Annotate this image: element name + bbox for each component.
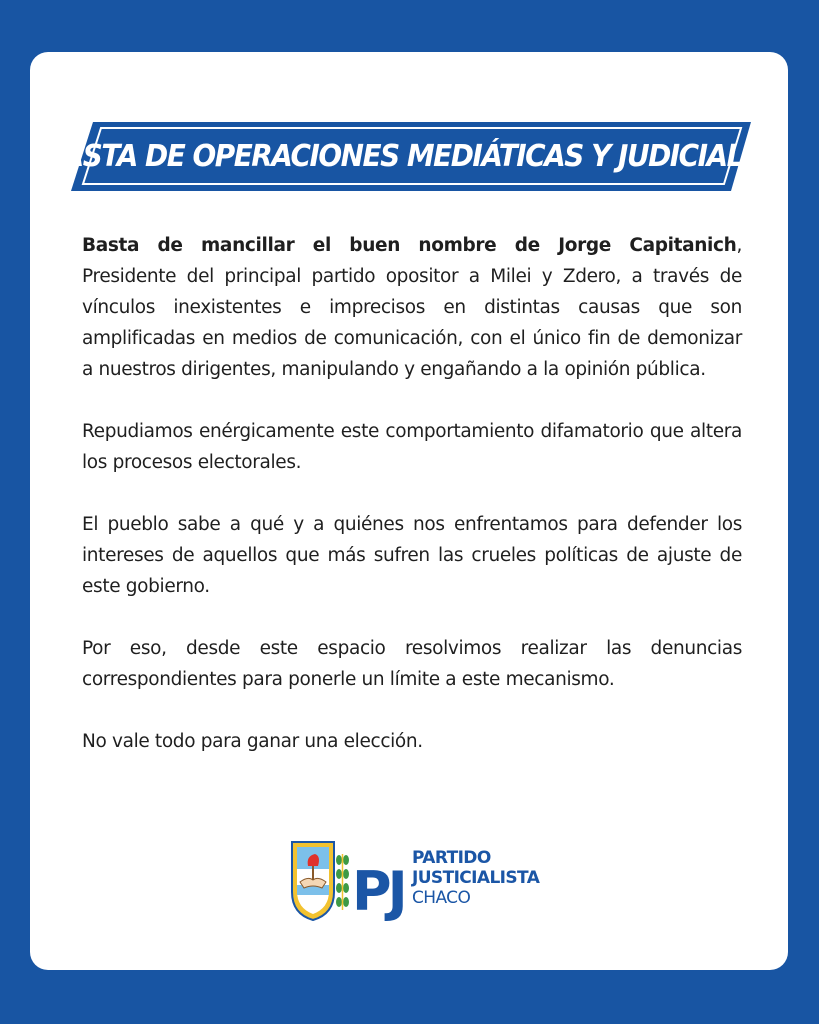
paragraph-2: Repudiamos enérgicamente este comportamiento difamatorio que altera los procesos electorales. <box>82 421 742 473</box>
paragraph-3: El pueblo sabe a qué y a quiénes nos enfrentamos para defender los intereses de aquellos que más sufren las crueles políticas de ajuste de este gobierno. <box>82 514 742 597</box>
title-banner <box>42 120 780 192</box>
pj-chaco-logo <box>286 836 546 922</box>
party-name-line-3: CHACO <box>412 888 471 908</box>
statement-body <box>82 230 742 788</box>
banner-title: BASTA DE OPERACIONES MEDIÁTICAS Y JUDICIALES <box>42 138 780 174</box>
party-name <box>412 848 539 908</box>
party-name-line-2: JUSTICIALISTA <box>412 868 540 888</box>
paragraph-5: No vale todo para ganar una elección. <box>82 731 423 752</box>
pj-shield-emblem-icon <box>286 836 406 922</box>
paragraph-1-rest: , Presidente del principal partido opositor a Milei y Zdero, a través de vínculos inexistentes e imprecisos en distintas causas que son amplificadas en medios de comunicación, con el único fin de demonizar a nuestros dirigentes, manipulando y engañando a la opinión pública. <box>82 235 742 380</box>
party-name-line-1: PARTIDO <box>412 848 491 868</box>
paragraph-1-lead: Basta de mancillar el buen nombre de Jorge Capitanich <box>82 235 737 256</box>
pj-initials: PJ <box>352 860 404 922</box>
paragraph-4: Por eso, desde este espacio resolvimos realizar las denuncias correspondientes para ponerle un límite a este mecanismo. <box>82 638 742 690</box>
paragraph-1 <box>82 230 742 385</box>
statement-card <box>30 52 788 970</box>
